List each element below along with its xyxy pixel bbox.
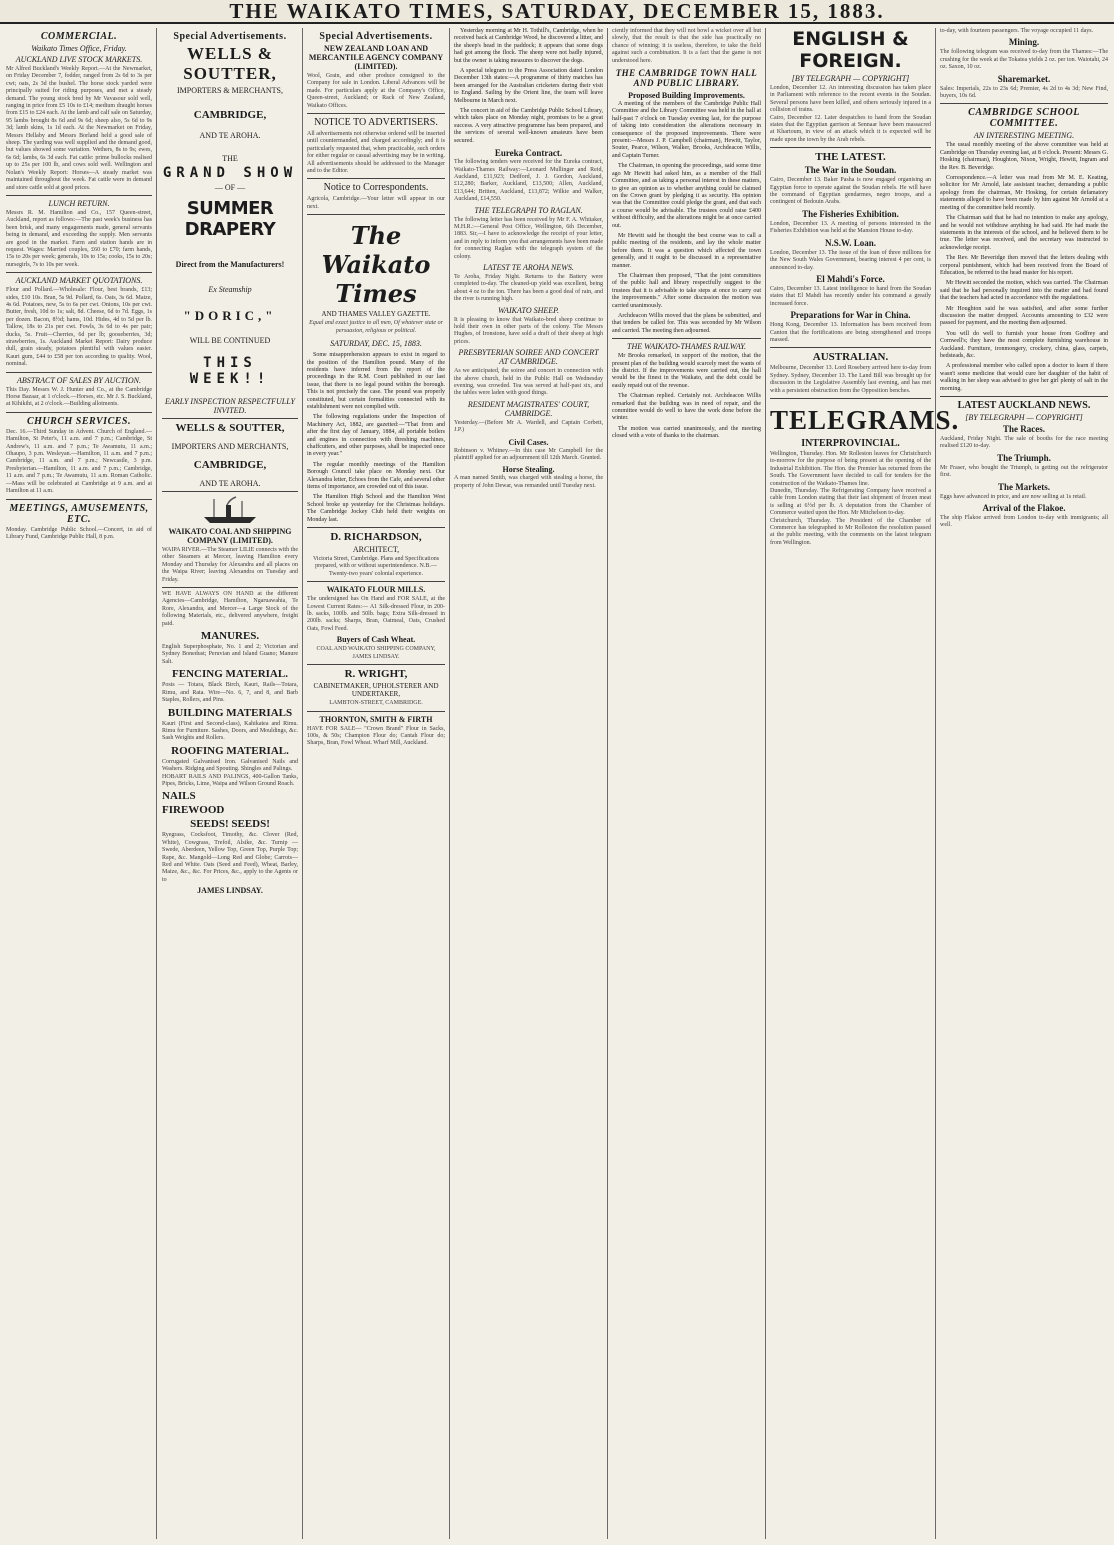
newspaper-title: THE WAIKATO TIMES, SATURDAY, DECEMBER 15, 1883. (229, 0, 885, 23)
section-banner: ENGLISH & FOREIGN. (792, 28, 909, 72)
advertiser-name: WAIKATO COAL AND SHIPPING COMPANY (LIMITED). (168, 527, 292, 545)
ad-headline: SEEDS! SEEDS! (190, 818, 270, 831)
section-subheading: The Fisheries Exhibition. (802, 208, 899, 219)
ad-text: WILL BE CONTINUED (189, 336, 271, 345)
body-text: Christchurch, Thursday. The President of the Chamber of Commerce has telegraphed to Mr Rolleston the resolution passed at the public meeting, with the comments on the latest telegram from Wellington. (770, 517, 931, 546)
body-text: Cairo, December 12. Later despatches to hand from the Soudan states that the Egyptian garrison at Sennaar have been massacred at Khartoum, in view of an attack which it is expected will be made upon the town by the Arab rebels. (770, 114, 931, 143)
body-text: As we anticipated, the soiree and concert in connection with the above church, held in the Public Hall on Wednesday evening, was crowded. Tea was served at half-past six, and the tables were laden with good things. (454, 368, 603, 397)
section-banner: TELEGRAMS. (770, 404, 960, 435)
body-text: Cairo, December 13. Latest intelligence to hand from the Soudan states that El Mahdi has recently under his command a greatly increased force. (770, 285, 931, 307)
section-heading: Eureka Contract. (494, 148, 563, 159)
section-subheading: Mining. (1008, 37, 1040, 48)
news-paragraph: You will do well to furnish your house from Godfrey and Cornwell's; they have the most complete furnishing warehouse in Auckland. Furniture, ironmongery, crockery, china, glass, carpets, bedsteads, &c. (940, 330, 1108, 359)
body-text: Wool, Grain, and other produce consigned to the Company for sale in London. Liberal Advances will be made. For particulars apply at the Company's Office, Queen-street, Auckland; or Rack of New Zealand, Waikato Offices. (307, 73, 445, 109)
body-text: COAL AND WAIKATO SHIPPING COMPANY, JAMES LINDSAY. (316, 646, 436, 660)
advertiser-name: THORNTON, SMITH & FIRTH (319, 714, 433, 724)
section-heading: Special Advertisements. (173, 31, 287, 42)
body-text: Corrugated Galvanised Iron. Galvanised Nails and Washers. Ridging and Spouting. Shingles and Palings. (162, 758, 298, 773)
body-text: Flour and Pollard.—Wholesale: Flour, best brands, £13; sides, £10 10s. Bran, 5s 9d. Pollard, 6s. Oats, 3s 6d. Maize, 4s 6d. Potatoes, new, 5s to 6s per cwt. Onions, 10s per cwt. Butter, fresh, 10d to 1s; salt, 8d. Cheese, 6d to 7d. Eggs, 1s per dozen. Bacon, 8½d; hams, 10d. Hides, 4d to 5d per lb. Tallow, 18s to 21s per cwt. Fowls, 3s 6d to 4s per pair; ducks, 5s. Fruit—Cherries, 6d per lb; gooseberries, 3d; strawberries, 1s. Auckland Market Report: Dairy produce dull, grain steady, potatoes plentiful with values easier. Kauri gum, £44 to £58 per ton according to quality. Wool, nominal. (6, 287, 152, 368)
body-text: The undersigned has On Hand and FOR SALE, at the Lowest Current Rates:— A1 Silk-dressed Flour, in 200-lb. sacks, 100lb. and 50lb. bags; Extra Silk-dressed in 200lb. sacks; Sharps, Bran, Oatmeal, Oats, Crushed Oats, Fowl Feed. (307, 596, 445, 632)
advertiser-name: WAIKATO FLOUR MILLS. (326, 585, 426, 595)
body-text: WE HAVE ALWAYS ON HAND at the different Agencies—Cambridge, Hamilton, Ngaruawahia, Te Rore, Alexandra, and Mercer—a Large Stock of the following Materials, etc., delivered anywhere, freight paid. (162, 591, 298, 627)
advertiser-name: WELLS & SOUTTER, (183, 44, 277, 83)
ad-location: AND TE AROHA. (199, 131, 261, 140)
body-text: Monday. Cambridge Public School.—Concert, in aid of Library Fund, Cambridge Public Hall, 8 p.m. (6, 526, 152, 540)
nameplate-subtitle: AND THAMES VALLEY GAZETTE. (321, 310, 431, 319)
news-paragraph: A professional member who called upon a doctor to learn if there wasn't some medicine that would cure her daughter of the habit of walking in her sleep was advised to give her girl plenty of salt in the morning. (940, 363, 1108, 392)
body-text: Mr Alfred Buckland's Weekly Report.—At the Newmarket, on Friday December 7, fodder, ranged from 2s 6d to 3s per cwt; oats, 2s 3d the bushel. The horse stock yarded were principally suited for riding purposes, and met a steady demand. The young stock bred by Mr Vavasour sold well, ranging in price from £5 10s to £14; medium draught horses from £15 to £24 each. At the lamb and calf sale on Saturday, 95 lambs brought 8s 6d and 9s 6d; sheep also, 5s 6d to 9s 3d; lamb skins, 1s 1d each. At the Newmarket on Friday, Messrs Hellaby and Messrs Borland held a good sale of sheep. The yarding was well supplied and the demand good, but values showed some variation. Wethers, 8s to 9s; ewes, 6s 6d; lambs, 6s 3d each. Fat cattle: prime bullocks realised up to 25s per 100 lb, and cows sold well. Wellington and Nolan's Weekly Report: Horses—A steady market was maintained throughout the week. Fat cattle were in demand and store cattle sold at good prices. (6, 66, 152, 191)
news-paragraph: The Rev. Mr Beveridge then moved that the letters dealing with corporal punishment, which had been received from the Board of Education, be referred to the head master for his report. (940, 255, 1108, 276)
ad-text: Direct from the Manufacturers! (175, 260, 285, 269)
notice-heading: Notice to Correspondents. (323, 182, 429, 194)
section-heading: LATEST AUCKLAND NEWS. (957, 400, 1091, 412)
body-text: WAIPA RIVER.—The Steamer LILIE connects with the other Steamers at Mercer, leaving Hamilton every Monday and Thursday for Alexandra and all places on the Waipa River; leaving Alexandra on Tuesday and Friday. (162, 547, 298, 583)
body-text: London, December 13. A meeting of persons interested in the Fisheries Exhibition was held at the Mansion House to-day. (770, 220, 931, 235)
ad-subline: IMPORTERS & MERCHANTS, (177, 86, 283, 95)
body-text: Yesterday.—(Before Mr A. Wardell, and Captain Corbett, J.P.) (454, 419, 603, 434)
ad-subline: IMPORTERS AND MERCHANTS, (171, 442, 289, 451)
news-paragraph: Archdeacon Willis moved that the plans be submitted, and that tenders be called for. This was seconded by Mr Wilson and carried. The meeting then adjourned. (612, 313, 761, 334)
ad-text: Ex Steamship (208, 285, 252, 294)
body-text: Posts — Totara, Black Birch, Kauri, Rails—Totara, Rimu, and Rata. Wire—No. 6, 7, and 8, and Barb Staples, Rollers, and Pins. (162, 682, 298, 704)
dateline: SATURDAY, DEC. 15, 1883. (330, 339, 422, 349)
news-paragraph: A meeting of the members of the Cambridge Public Hall Committee and the Library Committee was held in the hall at half-past 7 o'clock on Tuesday evening last, for the purpose of taking into consideration the alterations necessary in consequence of the proposed improvements. There were present:—Messrs J. P. Campbell (chairman), Hewitt, Taylor, Souter, Pearce, Wilson, Walker, Brooks, Archdeacon Willis, and Captain Turner. (612, 101, 761, 159)
ad-text: EARLY INSPECTION RESPECTFULLY INVITED. (165, 397, 295, 415)
section-heading: LATEST TE AROHA NEWS. (483, 262, 574, 272)
section-subheading: El Mahdi's Force. (816, 273, 885, 284)
body-text: English Superphosphate, No. 1 and 2; Victorian and Sydney Bonedust; Peruvian and Island Guano; Manure Salt. (162, 644, 298, 665)
news-paragraph: The Chairman said that he had no intention to make any apology, and he would not withdraw anything he had said. He had made the statements in the interests of the school, and he believed them to be true. The letter was received, and the secretary was instructed to acknowledge receipt. (940, 215, 1108, 251)
section-heading: COMMERCIAL. (40, 31, 118, 42)
section-heading: THE CAMBRIDGE TOWN HALL AND PUBLIC LIBRARY. (615, 68, 758, 89)
body-text: Kauri (First and Second-class), Kahikatea and Rimu. Rimu for Furniture. Sashes, Doors, and Mouldings, &c. Sash Weights and Rollers. (162, 720, 298, 742)
body-text: Agricola, Cambridge.—Your letter will appear in our next. (307, 196, 445, 210)
steamship-illustration (200, 495, 260, 525)
section-subheading: INTERPROVINCIAL. (801, 437, 900, 449)
news-paragraph: The motion was carried unanimously, and the meeting closed with a vote of thanks to the chairman. (612, 425, 761, 440)
advertiser-name: WELLS & SOUTTER, (175, 422, 285, 434)
section-subheading: The Races. (1003, 424, 1045, 435)
body-text: The ship Flakoe arrived from London to-day with immigrants; all well. (940, 515, 1108, 529)
ad-subline: ARCHITECT, (352, 545, 400, 555)
section-heading: Proposed Building Improvements. (628, 91, 745, 101)
body-text: Mr Fraser, who bought the Triumph, is getting out the refrigerator first. (940, 464, 1108, 479)
advertiser-name: JAMES LINDSAY. (197, 886, 263, 896)
ad-headline: MANURES. (200, 630, 260, 643)
column-town-hall (608, 28, 766, 1539)
body-text: The following telegram was received to-day from the Thames:—The crushing for the week at the Tokatea yields 2 oz. per ton. Waiotahi, 24 oz. Saxon, 10 oz. (940, 49, 1108, 71)
section-heading: Special Advertisements. (319, 31, 433, 42)
body-text: Melbourne, December 13. Lord Rosebery arrived here to-day from Sydney. Sydney, December 13. The Land Bill was brought up for discussion in the Legislative Assembly last evening, and has met with a persistent obstruction from the Opposition benches. (770, 365, 931, 394)
section-heading: CAMBRIDGE SCHOOL COMMITTEE. (968, 107, 1080, 130)
ad-location: CAMBRIDGE, (193, 109, 267, 121)
body-text: HAVE FOR SALE— "Crown Brand" Flour in Sacks, 100s, & 50s; Champion Flour do; Cantah Flour do; Sharps, Bran, Fowl Wheat. Wharf Mill, Auckland. (307, 725, 445, 747)
body-text: London, December 12. An interesting discussion has taken place in Parliament with reference to the recent events in the Soudan. Several persons have been killed, and others seriously injured in a collision of trains. (770, 85, 931, 114)
body-text: Eggs have advanced in price, and are now selling at 1s retail. (940, 493, 1087, 500)
column-wells-soutter-ads (158, 28, 303, 1539)
body-text: Dec. 16.—Third Sunday in Advent. Church of England.—Hamilton, St Peter's, 11 a.m. and 7 p.m.; Cambridge, St Andrew's, 11 a.m. and 7 p.m.; Te Awamutu, 11 a.m.; Ohaupo, 3 p.m. Wesleyan.—Hamilton, 11 a.m. and 7 p.m.; Cambridge, 11 a.m. and 7 p.m.; Newcastle, 3 p.m. Presbyterian.—Hamilton, 11 a.m. and 7 p.m.; Cambridge, 11 a.m. and 7 p.m.; Te Awamutu, 11 a.m. Roman Catholic.—Mass will be celebrated at Cambridge at 9 a.m. and at Hamilton at 11 a.m. (6, 428, 152, 495)
body-text: LAMBTON-STREET, CAMBRIDGE. (329, 700, 423, 707)
section-heading: THE WAIKATO-THAMES RAILWAY. (627, 342, 746, 352)
body-text: Robinson v. Whitney.—In this case Mr Campbell for the plaintiff applied for an adjournment till 12th March. Granted. (454, 447, 603, 462)
ad-headline: Buyers of Cash Wheat. (336, 635, 416, 645)
section-heading: THE TELEGRAPH TO RAGLAN. (474, 205, 583, 215)
column-notices-editorial (303, 28, 450, 1539)
advertiser-name: NEW ZEALAND LOAN AND MERCANTILE AGENCY COMPANY (LIMITED). (308, 44, 444, 71)
news-paragraph: The concert in aid of the Cambridge Public School Library, which takes place on Monday night, promises to be a great success. A very attractive programme has been prepared, and the services of several well-known amateurs have been secured. (454, 108, 603, 144)
editorial-paragraph: Some misapprehension appears to exist in regard to the position of the Hamilton pound. Many of the residents have inferred from the report of the proceedings in the R.M. Court published in our last issue, that there is no legal pound within the borough. This is not precisely the case. The pound was properly constituted, but certain formalities connected with its establishment were not complied with. (307, 352, 445, 410)
ship-name: "DORIC," (183, 308, 277, 323)
news-paragraph: Mr Brooks remarked, in support of the motion, that the present plan of the building would scarcely meet the wants of the district. If the improvements were carried out, the hall would be the finest in the Waikato, and the debt could be easily repaid out of the revenue. (612, 353, 761, 389)
section-subheading: Preparations for War in China. (790, 310, 911, 321)
section-subheading: The Triumph. (997, 452, 1051, 463)
newspaper-nameplate: The Waikato Times (321, 221, 431, 309)
ad-text: THE (222, 154, 238, 163)
ad-headline: ROOFING MATERIAL. (171, 744, 289, 757)
ad-subline: CABINETMAKER, UPHOLSTERER AND UNDERTAKER, (313, 682, 439, 699)
body-text: London, December 13. The issue of the loan of three millions for the New South Wales Government, bearing interest 4 per cent, is announced to-day. (770, 249, 931, 271)
news-paragraph: Mr Houghton said he was satisfied, and after some further discussion the matter dropped. Accounts amounting to £32 were passed for payment, and the meeting then adjourned. (940, 305, 1108, 327)
ad-headline: BUILDING MATERIALS (167, 706, 293, 719)
section-heading: THE LATEST. (815, 151, 886, 164)
body-text: Victoria Street, Cambridge. Plans and Specifications prepared, with or without superintendence. N.B.—Twenty-two years' colonial experience. (312, 556, 440, 577)
news-paragraph: The usual monthly meeting of the above committee was held at Cambridge on Thursday evening last, at 8 o'clock. Present: Messrs G. Hosking (chairman), Houghton, Nixon, Wright, Hewitt, Ingram and the Rev. B. Beveridge. (940, 142, 1108, 171)
section-heading: RESIDENT MAGISTRATES' COURT, CAMBRIDGE. (467, 399, 590, 418)
column-local-news (450, 28, 608, 1539)
ad-location: AND TE AROHA. (199, 479, 261, 488)
body-text: Wellington, Thursday. Hon. Mr Rolleston leaves for Christchurch to-morrow for the purpose of being present at the opening of the Industrial Exhibition. The Hon. the Premier has returned from the South. The Government have decided to call for tenders for the construction of the Waikato-Thames line. (770, 450, 931, 487)
section-subheading: ABSTRACT OF SALES BY AUCTION. (17, 375, 141, 385)
section-subheading: N.S.W. Loan. (825, 237, 876, 248)
section-subheading: The War in the Soudan. (804, 165, 897, 176)
ad-location: CAMBRIDGE, (193, 459, 267, 471)
body-text: It is pleasing to know that Waikato-bred sheep continue to hold their own in other parts of the colony. The Messrs Hughes, of Ironstone, have sold a draft of their sheep at high prices. (454, 316, 603, 345)
editorial-paragraph: The following regulations under the Inspection of Machinery Act, 1882, are gazetted:—"That from and after the first day of January, 1884, all portable boilers and engines in connection with threshing machines, chaffcutters, and other purposes, shall be inspected once in every year." (307, 414, 445, 458)
ad-headline: GRAND SHOW (162, 165, 298, 181)
section-subheading: AN INTERESTING MEETING. (973, 131, 1075, 141)
body-text: ciently informed that they will not bowl a wicket over all but slowly, that the result is that the side has practically no chance of winning; it is useless, therefore, to take the field against such a combination. It is a fact that the game is not understood here. (612, 28, 761, 64)
body-text: HOBART RAILS AND PALINGS, 400-Gallon Tanks, Pipes, Bricks, Lime, Waipa and Wilson Ground Roach. (162, 773, 298, 787)
body-text: Auckland, Friday Night. The sale of booths for the race meeting realised £120 to-day. (940, 436, 1108, 450)
news-paragraph: The Chairman replied. Certainly not. Archdeacon Willis remarked that the building was in need of repair, and the committee would do well to have the work done before the winter. (612, 393, 761, 422)
advertiser-name: R. WRIGHT, (344, 668, 408, 681)
advertiser-name: D. RICHARDSON, (330, 531, 422, 544)
section-heading: WAIKATO SHEEP. (497, 305, 560, 315)
body-text: Cairo, December 13. Baker Pasha is now engaged organising an Egyptian force to operate against the Soudan rebels. He will have the command of Egyptian gendarmes, negro troops, and a contingent of Bedouin Arabs. (770, 177, 931, 206)
body-text: Te Aroha, Friday Night. Returns to the Battery were completed to-day. The cleaned-up yield was excellent, being about 4 oz to the ton. There has been a good deal of rain, and the river is running high. (454, 273, 603, 303)
column-commercial (2, 28, 157, 1539)
news-paragraph: Mr Hewitt seconded the motion, which was carried. The Chairman said that he had personally inquired into the matter and had found that the teachers had acted in accordance with the regulations. (940, 280, 1108, 302)
body-text: to-day, with fourteen passengers. The voyage occupied 11 days. (940, 28, 1094, 34)
ad-text: — OF — (214, 183, 246, 192)
section-heading: PRESBYTERIAN SOIREE AND CONCERT AT CAMBRIDGE. (458, 348, 599, 367)
section-heading: Horse Stealing. (502, 465, 555, 475)
ad-headline: THIS WEEK!! (189, 355, 271, 387)
body-text: Sales: Imperials, 22s to 23s 6d; Premier, 4s 2d to 4s 3d; New Find, buyers, 10s 6d. (940, 85, 1108, 100)
column-mining-auckland (936, 28, 1112, 1539)
ad-headline: NAILS (162, 790, 196, 803)
ad-headline: FENCING MATERIAL. (172, 668, 288, 681)
news-paragraph: Correspondence.—A letter was read from Mr M. E. Keating, solicitor for Mr Arnold, late assistant teacher, demanding a public apology from the chairman, Mr Hosking, for certain defamatory statements alleged to have been made by him against Mr Arnold at a meeting of the committee held recently. (940, 175, 1108, 211)
masthead (0, 0, 1114, 24)
body-text: The following letter has been received by Mr F. A. Whitaker, M.H.R.:—General Post Office, Wellington, 6th December, 1883. Sir,—I have to acknowledge the receipt of your letter, and in reply to inform you that arrangements have been made for connecting Raglan with the telegraph system of the colony. (454, 216, 603, 260)
body-text: Messrs R. M. Hamilton and Co., 157 Queen-street, Auckland, report as follows:—The past week's business has been brisk, and many engagements made, general servants being in demand, and exceeding the supply. Men servants are good in the market. Farm and station hands are in request. Wages: Married couples, £60 to £70; farm hands, 15s to 20s per week; generals, 10s to 15s; cooks, 15s to 20s; nursegirls, 7s to 10s per week. (6, 209, 152, 268)
news-paragraph: A special telegram to the Press Association dated London December 13th states:—A programme of thirty matches has been arranged for the Australian cricketers during their visit to England. Sailing by the Orient line, the team will leave Melbourne in March next. (454, 68, 603, 104)
body-text: This Day. Messrs W. J. Hunter and Co., at the Cambridge Horse Bazaar, at 1 o'clock.—Horses, etc. Mr J. S. Buckland, at Kihikihi, at 2 o'clock.—Building allotments. (6, 386, 152, 408)
section-heading: CHURCH SERVICES. (27, 415, 131, 427)
body-text: All advertisements not otherwise ordered will be inserted until countermanded, and charged accordingly; and it is particularly requested that, when practicable, such orders for either regular or casual advertising may be in writing. All advertisements should be addressed to the Manager and to the Editor. (307, 131, 445, 175)
section-subheading: AUCKLAND LIVE STOCK MARKETS. (15, 55, 143, 64)
section-subheading: AUCKLAND MARKET QUOTATIONS. (15, 276, 143, 286)
body-text: The following tenders were received for the Eureka contract, Waikato-Thames Railway:—Leonard Mullinger and Reid, Auckland, £11,923; Dedford, J. J. Gordon, Auckland, £12,280; Barker, Auckland, £13,500; Allen, Auckland, £13,644; Britten, Auckland, £13,872; Wilkie and Walker, Auckland, £14,550. (454, 159, 603, 203)
editorial-paragraph: The regular monthly meetings of the Hamilton Borough Council take place on Monday next. Our Alexandra letter, Echoes from the Cafe, and several other items of importance, are crowded out of this issue. (307, 461, 445, 490)
news-paragraph: The Chairman, in opening the proceedings, said some time ago Mr Hewitt had asked him, as a member of the Hall Committee, and as taking a personal interest in these matters, to give an opinion as to whether anything could be claimed on the Crown grant by pledging it as security. His opinion was that the Committee could pledge the grant, and that such a course would be advisable. The trustees could raise £400 without difficulty, and the alterations might be at once carried out. (612, 163, 761, 229)
section-subheading: [BY TELEGRAPH — COPYRIGHT] (965, 413, 1083, 423)
body-text: Dunedin, Thursday. The Refrigerating Company have received a cable from London stating that their last shipment of frozen meat is selling at 6½d per lb. A deputation from the Chamber of Commerce waited upon the Hon. Mr Mitchelson to-day. (770, 488, 931, 517)
news-paragraph: Yesterday morning at Mr H. Tothill's, Cambridge, when he received back at Cambridge Wood, he discovered a litter, and the sheep's head in the paddock; it appears that some dogs had got among the flock. The sheep were not badly injured, but the owner is taking measures to discover the dogs. (454, 28, 603, 64)
column-telegrams (766, 28, 960, 1539)
notice-heading: NOTICE TO ADVERTISERS. (314, 117, 438, 129)
motto: Equal and exact justice to all men, Of whatever state or persuasion, religious or political. (309, 320, 443, 334)
ad-headline: SUMMER DRAPERY (184, 198, 276, 240)
body-text: A man named Smith, was charged with stealing a horse, the property of John Dewar, was remanded until Tuesday next. (454, 475, 603, 489)
body-text: Hong Kong, December 13. Information has been received from Canton that the fortifications are being strengthened and troops massed. (770, 322, 931, 343)
news-paragraph: The Chairman then proposed, "That the joint committees of the public hall and library respectfully suggest to the trustees that it is advisable to take steps at once to carry out the improvements." After some discussion the motion was carried unanimously. (612, 272, 761, 309)
dateline: Waikato Times Office, Friday. (31, 44, 127, 53)
section-subheading: [BY TELEGRAPH — COPYRIGHT] (791, 74, 910, 83)
section-subheading: Sharemarket. (997, 73, 1051, 84)
section-subheading: Arrival of the Flakoe. (982, 503, 1066, 514)
section-heading: MEETINGS, AMUSEMENTS, ETC. (9, 502, 149, 525)
ad-headline: FIREWOOD (162, 804, 225, 817)
section-heading: Civil Cases. (508, 437, 549, 447)
body-text: Ryegrass, Cocksfoot, Timothy, &c. Clover (Red, White), Cowgrass, Trefoil, Alsike, &c. Turnip — Swede, Aberdeen, Yellow Top, Green Top, Purple Top; Rape, &c. Mangold—Long Red and Globe; Carrots—Red and White. Oats (Seed and Feed), Wheat, Barley, Maize, &c., &c. For Prices, &c., apply to the Agents or to (162, 832, 298, 883)
news-paragraph: Mr Hewitt said he thought the best course was to call a public meeting of the residents, and lay the whole matter before them. It was a question which affected the town generally, and it ought to be discussed in a representative manner. (612, 232, 761, 269)
section-subheading: The Markets. (998, 481, 1050, 492)
editorial-paragraph: The Hamilton High School and the Hamilton West School broke up yesterday for the Christmas holidays. The Cambridge Jockey Club held their weights on Monday last. (307, 494, 445, 523)
section-subheading: LUNCH RETURN. (48, 198, 110, 208)
section-heading: AUSTRALIAN. (812, 351, 889, 364)
